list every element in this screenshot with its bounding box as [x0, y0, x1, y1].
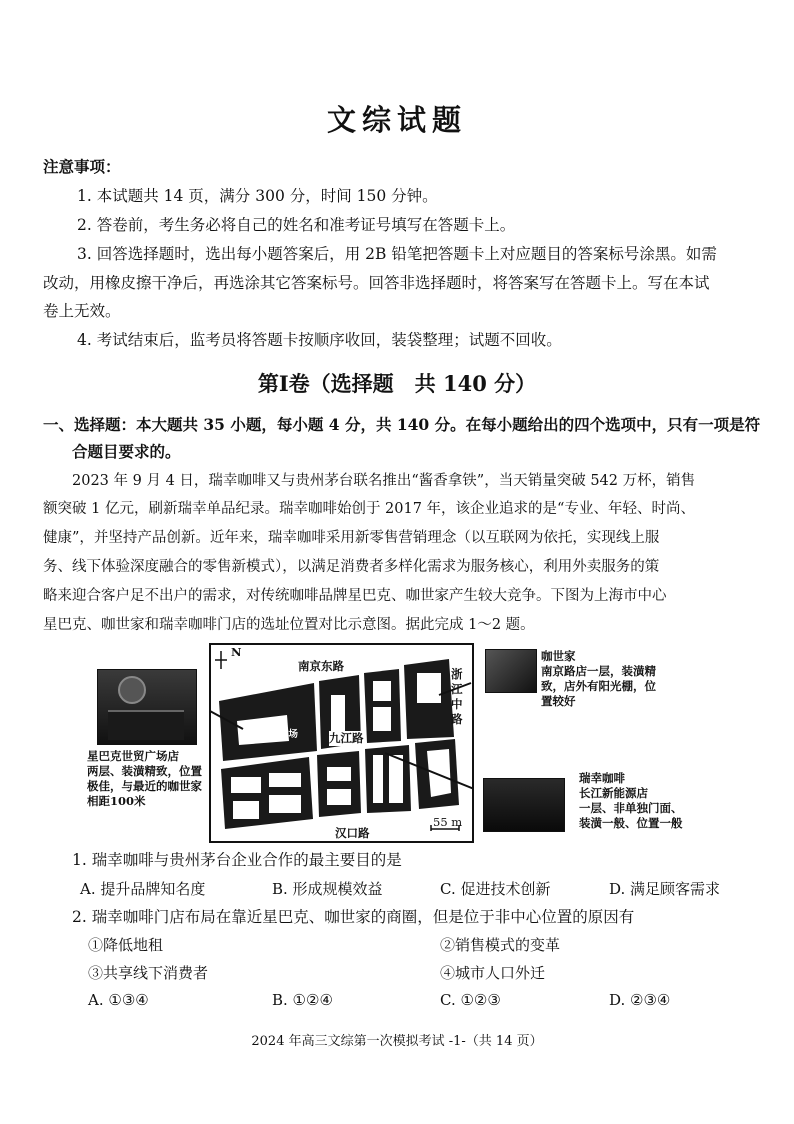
- part-one-line-1: 一、选择题：本大题共 35 小题，每小题 4 分，共 140 分。在每小题给出的四个选项中，只有一项是符: [43, 415, 761, 434]
- map-figure: [87, 643, 705, 843]
- page-footer: 2024 年高三文综第一次模拟考试 -1-（共 14 页）: [251, 1034, 543, 1049]
- question-2-option-a: A. ①③④: [88, 991, 149, 1009]
- notice-item-3: 3. 回答选择题时，选出每小题答案后，用 2B 铅笔把答题卡上对应题目的答案标号涂黑。如需: [77, 245, 717, 263]
- luckin-label-1: 瑞幸咖啡: [579, 771, 625, 785]
- passage-line-1: 2023 年 9 月 4 日，瑞幸咖啡又与贵州茅台联名推出“酱香拿铁”，当天销量突破 542 万杯，销售: [72, 473, 696, 489]
- question-2-option-d: D. ②③④: [609, 991, 671, 1009]
- question-1-option-b: B. 形成规模效益: [272, 880, 383, 898]
- costa-label-1: 咖世家: [541, 649, 576, 663]
- luckin-label-4: 装潢一般、位置一般: [579, 816, 683, 830]
- question-1-option-c: C. 促进技术创新: [440, 880, 551, 898]
- passage-line-2: 额突破 1 亿元，刷新瑞幸单品纪录。瑞幸咖啡始创于 2017 年，该企业追求的是“专业、年轻、时尚、: [43, 501, 695, 517]
- starbucks-photo: [97, 669, 197, 745]
- passage-line-3: 健康”，并坚持产品创新。近年来，瑞幸咖啡采用新零售营销理念（以互联网为依托，实现线上服: [43, 530, 660, 546]
- luckin-photo: [483, 778, 565, 832]
- notice-item-2: 2. 答卷前，考生务必将自己的姓名和准考证号填写在答题卡上。: [77, 216, 516, 234]
- starbucks-label-2: 两层、装潢精致，位置: [87, 764, 202, 778]
- road-zhejiang: 浙江中路: [451, 667, 463, 726]
- section-title: 第Ⅰ卷（选择题 共 140 分）: [257, 371, 537, 396]
- road-jiujiang: 九江路: [329, 731, 364, 745]
- question-2-option-b: B. ①②④: [272, 991, 333, 1009]
- notice-item-3-cont-2: 卷上无效。: [43, 302, 121, 320]
- question-2-item-3: ③共享线下消费者: [88, 964, 209, 982]
- question-1-option-d: D. 满足顾客需求: [609, 880, 721, 898]
- page-title: 文综试题: [326, 103, 467, 137]
- costa-photo: [485, 649, 537, 693]
- question-2-stem: 2. 瑞幸咖啡门店布局在靠近星巴克、咖世家的商圈，但是位于非中心位置的原因有: [72, 908, 635, 926]
- question-2-item-4: ④城市人口外迁: [440, 964, 546, 982]
- costa-label-4: 置较好: [541, 694, 576, 708]
- passage-line-4: 务、线下体验深度融合的零售新模式），以满足消费者多样化需求为服务核心，利用外卖服务的策: [43, 559, 660, 575]
- part-one-line-2: 合题目要求的。: [72, 442, 181, 461]
- notice-item-1: 1. 本试题共 14 页，满分 300 分，时间 150 分钟。: [77, 187, 438, 205]
- plaza-label: 上海世贸广场: [241, 729, 299, 740]
- road-nanjing: 南京东路: [298, 659, 344, 673]
- notice-item-3-cont-1: 改动，用橡皮擦干净后，再选涂其它答案标号。回答非选择题时，将答案写在答题卡上。写在本试: [43, 274, 710, 292]
- starbucks-label-1: 星巴克世贸广场店: [87, 749, 179, 763]
- passage-line-5: 略来迎合客户足不出户的需求，对传统咖啡品牌星巴克、咖世家产生较大竞争。下图为上海市中心: [43, 588, 667, 604]
- question-1-option-a: A. 提升品牌知名度: [80, 880, 206, 898]
- costa-label-2: 南京路店一层，装潢精: [541, 664, 656, 678]
- question-2-item-2: ②销售模式的变革: [440, 936, 561, 954]
- starbucks-label-4: 相距100米: [87, 794, 146, 808]
- luckin-label-2: 长江新能源店: [579, 786, 648, 800]
- starbucks-label-3: 极佳，与最近的咖世家: [87, 779, 202, 793]
- passage-line-6: 星巴克、咖世家和瑞幸咖啡门店的选址位置对比示意图。据此完成 1～2 题。: [43, 617, 535, 633]
- notice-heading: 注意事项：: [43, 157, 121, 176]
- question-2-item-1: ①降低地租: [88, 936, 164, 954]
- north-label: N: [231, 645, 242, 659]
- road-hankou: 汉口路: [335, 826, 370, 840]
- costa-label-3: 致，店外有阳光棚，位: [541, 679, 656, 693]
- question-1-stem: 1. 瑞幸咖啡与贵州茅台企业合作的最主要目的是: [72, 851, 402, 869]
- luckin-label-3: 一层、非单独门面、: [579, 801, 683, 815]
- scale-label: 55 m: [433, 815, 463, 829]
- notice-item-4: 4. 考试结束后，监考员将答题卡按顺序收回，装袋整理；试题不回收。: [77, 331, 562, 349]
- question-2-option-c: C. ①②③: [440, 991, 501, 1009]
